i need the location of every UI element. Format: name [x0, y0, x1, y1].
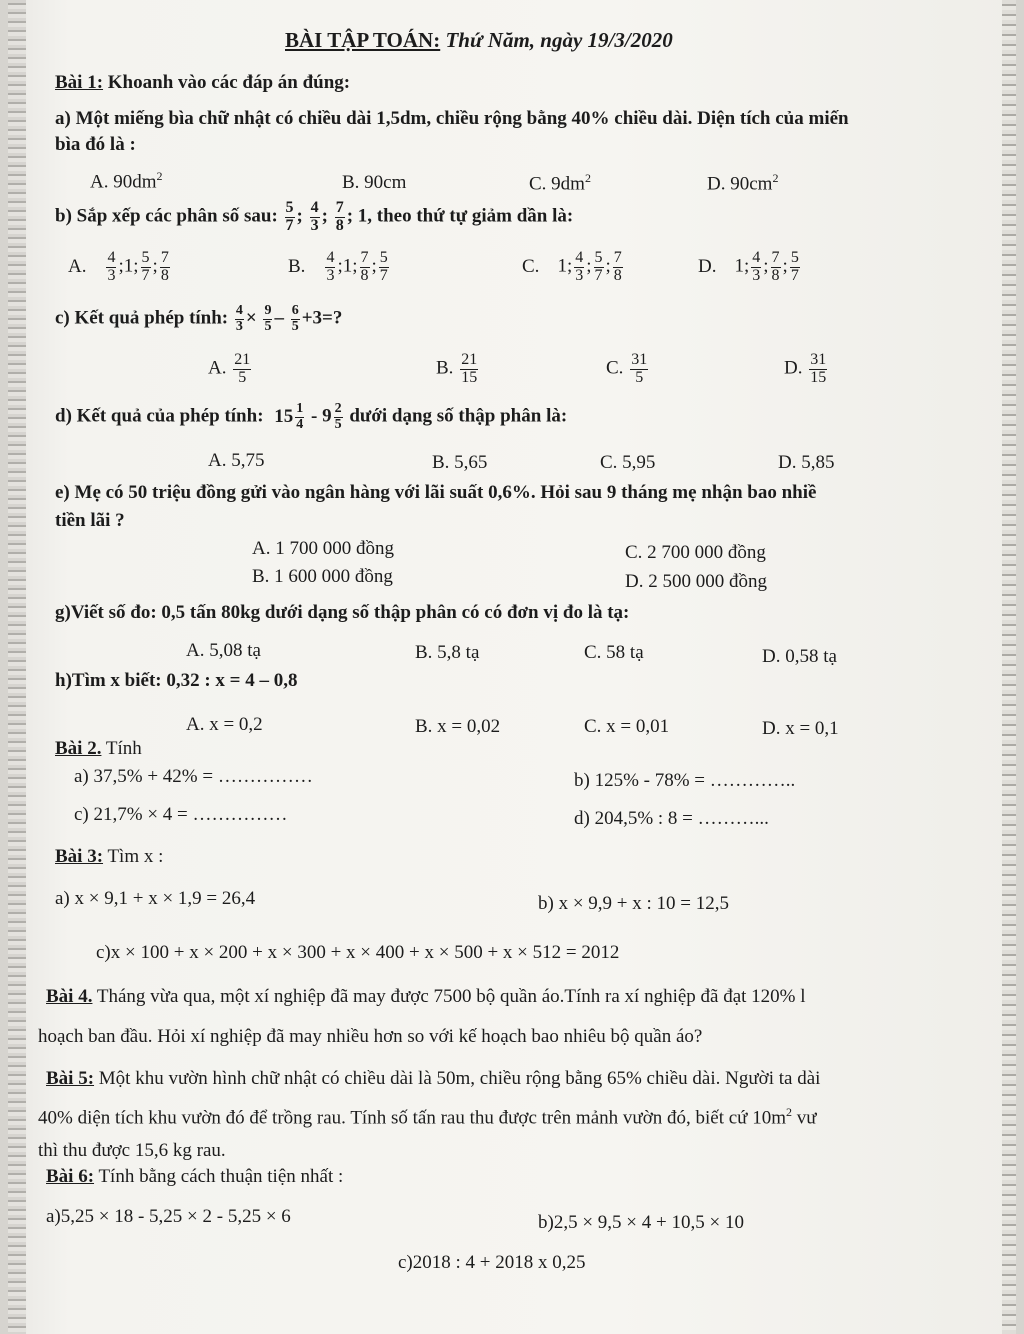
- q1h-option-d[interactable]: D. x = 0,1: [762, 718, 839, 739]
- q1b-option-a-frac-num: 4: [107, 249, 116, 266]
- q1b-option-d-frac-den: 8: [771, 266, 780, 284]
- q1h-option-a[interactable]: A. x = 0,2: [186, 714, 263, 735]
- q1d-frac-1-num: 1: [296, 401, 304, 416]
- q1a-option-d[interactable]: [707, 172, 778, 195]
- q1b-option-d-frac: [771, 250, 781, 285]
- q1b-option-b[interactable]: [288, 250, 391, 285]
- bai5-sup: 2: [786, 1105, 792, 1119]
- q1b-option-c-frac: [613, 250, 623, 285]
- q1b-sep-1: ;: [321, 205, 328, 227]
- bai6-instruction: Tính bằng cách thuận tiện nhất :: [94, 1166, 344, 1187]
- bai6-label: Bài 6:: [46, 1166, 95, 1187]
- q1b-frac-0-den: 7: [285, 216, 294, 234]
- right-binding-edge: [1002, 0, 1016, 1334]
- q1d-whole-1: 15: [274, 405, 294, 427]
- q1c-frac-3-den: 5: [291, 318, 299, 334]
- q1b-option-c-whole: 1: [557, 255, 567, 277]
- bai1-heading: [55, 72, 350, 94]
- q1c-frac-1-den: 3: [235, 318, 243, 334]
- q1b-prefix: b) Sắp xếp các phân số sau:: [55, 205, 278, 227]
- q1b-option-a-frac-num: 7: [160, 249, 169, 266]
- q1b-option-d-frac-num: 4: [752, 249, 761, 266]
- q1c-option-d-letter: D.: [784, 357, 803, 379]
- title-date: Thứ Năm, ngày 19/3/2020: [445, 28, 673, 52]
- q1b-option-a-frac: [141, 250, 151, 285]
- q6b: b)2,5 × 9,5 × 4 + 10,5 × 10: [538, 1212, 744, 1233]
- q1c-frac-1: [235, 304, 244, 334]
- q1a-option-b-text: B. 90cm: [342, 172, 407, 193]
- q3a: a) x × 9,1 + x × 1,9 = 26,4: [55, 888, 256, 909]
- q1c-option-b-frac: [460, 352, 478, 387]
- q1b-option-b-letter: B.: [288, 255, 306, 277]
- q1b-sep-0: ;: [296, 205, 303, 227]
- q1b-frac-2-num: 7: [335, 199, 344, 216]
- q1b-option-a-frac: [106, 250, 116, 285]
- q1b-option-b-frac: [325, 250, 335, 285]
- q1b-option-d-whole: 1: [734, 255, 744, 277]
- q1b-frac-1-den: 3: [310, 216, 319, 234]
- q1b-option-b-sep: ;: [337, 255, 343, 277]
- bai5-line3: thì thu được 15,6 kg rau.: [38, 1140, 226, 1161]
- q1c-frac-3: [291, 304, 300, 334]
- bai5-line1: [46, 1068, 820, 1090]
- q1b-option-a-letter: A.: [68, 255, 87, 277]
- q1e-line2: tiền lãi ?: [55, 510, 125, 531]
- q1b-option-a-sep: ;: [152, 255, 158, 277]
- q1c-option-a-frac: [233, 352, 251, 387]
- q1b-option-c-frac: [574, 250, 584, 285]
- q1d-prefix: d) Kết quả của phép tính:: [55, 405, 264, 427]
- q1g-question: g)Viết số đo: 0,5 tấn 80kg dưới dạng số thập phân có có đơn vị đo là tạ:: [55, 602, 630, 623]
- q1b-option-d-frac: [751, 250, 761, 285]
- bai1-instruction: Khoanh vào các đáp án đúng:: [107, 72, 351, 93]
- q1b-frac-0-num: 5: [285, 199, 294, 216]
- q1b-option-a-frac-num: 5: [141, 249, 150, 266]
- q6c: c)2018 : 4 + 2018 x 0,25: [398, 1252, 586, 1273]
- q1b-option-b-frac-num: 7: [360, 249, 369, 266]
- q1c-prefix: c) Kết quả phép tính:: [55, 307, 229, 329]
- q1c-option-d-frac: [809, 352, 827, 387]
- q1b-option-c-sep: ;: [566, 255, 573, 277]
- page-title: [285, 28, 673, 52]
- q3b: b) x × 9,9 + x : 10 = 12,5: [538, 893, 730, 914]
- bai1-label: Bài 1:: [55, 72, 104, 93]
- q1c-times: ×: [245, 307, 257, 329]
- q1b-option-a-sep: ;: [133, 255, 139, 277]
- q1a-line1: a) Một miếng bìa chữ nhật có chiều dài 1,5dm, chiều rộng bằng 40% chiều dài. Diện tích của miến: [55, 108, 849, 129]
- bai3-instruction: Tìm x :: [103, 846, 164, 867]
- q1b-option-b-frac-den: 3: [326, 266, 335, 284]
- q1b-question: [55, 200, 573, 235]
- q1b-option-a-frac-den: 8: [160, 266, 169, 284]
- q1d-option-a[interactable]: A. 5,75: [208, 450, 265, 471]
- q1e-option-b[interactable]: B. 1 600 000 đồng: [252, 566, 393, 587]
- q1a-option-c-text: C. 9dm: [529, 173, 585, 195]
- q1d-option-c[interactable]: C. 5,95: [600, 452, 656, 473]
- bai5-text-1: Một khu vườn hình chữ nhật có chiều dài là 50m, chiều rộng bằng 65% chiều dài. Người ta dài: [94, 1068, 821, 1089]
- q1c-option-c-den: 5: [635, 368, 644, 386]
- q1a-option-b[interactable]: [342, 172, 406, 194]
- q1d-frac-1-den: 4: [296, 416, 304, 432]
- q1c-frac-2-den: 5: [264, 318, 272, 334]
- q1c-minus: –: [274, 307, 284, 329]
- q1b-option-d-frac-num: 5: [790, 249, 799, 266]
- q1c-frac-2-num: 9: [264, 303, 272, 318]
- q1c-option-c-letter: C.: [606, 357, 624, 379]
- q1b-option-c-frac-num: 7: [613, 249, 622, 266]
- q1c-frac-1-num: 4: [235, 303, 243, 318]
- q1c-option-a-letter: A.: [208, 357, 227, 379]
- bai2-heading: [55, 738, 142, 760]
- q3c: c)x × 100 + x × 200 + x × 300 + x × 400 + x × 500 + x × 512 = 2012: [96, 942, 620, 963]
- q1b-suffix: ; 1, theo thứ tự giảm dần là:: [346, 205, 574, 227]
- q1c-suffix: +3=?: [301, 307, 343, 329]
- q1b-option-b-frac-den: 8: [360, 266, 369, 284]
- q1d-option-b[interactable]: B. 5,65: [432, 452, 488, 473]
- q2a: a) 37,5% + 42% = ……………: [74, 766, 313, 787]
- q1b-option-c-sep: ;: [586, 255, 592, 277]
- q1d-suffix: dưới dạng số thập phân là:: [349, 405, 568, 427]
- left-binding-edge: [8, 0, 26, 1334]
- bai3-heading: [55, 846, 163, 868]
- q1c-option-d-den: 15: [810, 368, 827, 386]
- q1a-option-d-text: D. 90cm: [707, 173, 773, 195]
- q1a-option-d-sup: 2: [772, 171, 779, 185]
- q1d-minus: - 9: [311, 405, 332, 427]
- q1b-frac-1: [310, 200, 320, 235]
- bai4-line2: hoạch ban đầu. Hỏi xí nghiệp đã may nhiều hơn so với kế hoạch bao nhiêu bộ quần áo?: [38, 1026, 703, 1047]
- q1g-option-a[interactable]: A. 5,08 tạ: [186, 640, 261, 661]
- q1b-frac-1-num: 4: [310, 199, 319, 216]
- q1e-option-d[interactable]: D. 2 500 000 đồng: [625, 571, 767, 592]
- q1c-frac-3-num: 6: [291, 303, 299, 318]
- q1c-option-c-frac: [630, 352, 648, 387]
- q1c-option-b[interactable]: [436, 352, 480, 387]
- bai6-heading: [46, 1166, 343, 1188]
- q1g-option-d[interactable]: D. 0,58 tạ: [762, 646, 837, 667]
- q1b-option-d-letter: D.: [698, 255, 717, 277]
- q1b-option-c-frac-den: 3: [575, 266, 584, 284]
- bai4-text-1: Tháng vừa qua, một xí nghiệp đã may được 7500 bộ quần áo.Tính ra xí nghiệp đã đạt 120% l: [92, 986, 806, 1007]
- q1b-frac-2: [335, 200, 345, 235]
- q1b-option-b-sep: ;: [371, 255, 377, 277]
- q1d-frac-2: [334, 402, 343, 432]
- q1b-option-d-frac: [790, 250, 800, 285]
- q1b-option-a[interactable]: [68, 250, 172, 285]
- q1b-option-b-sep: ;: [352, 255, 358, 277]
- q1b-option-d-frac-num: 7: [771, 249, 780, 266]
- q1h-question: h)Tìm x biết: 0,32 : x = 4 – 0,8: [55, 670, 298, 691]
- q1c-option-b-den: 15: [461, 368, 478, 386]
- q1b-option-b-frac-den: 7: [379, 266, 388, 284]
- q1b-option-b-frac-num: 4: [326, 249, 335, 266]
- q1c-frac-2: [263, 304, 272, 334]
- q1b-option-a-frac-den: 3: [107, 266, 116, 284]
- q1b-option-d-sep: ;: [763, 255, 769, 277]
- q1a-option-a[interactable]: [90, 170, 163, 193]
- q1a-option-a-text: A. 90dm: [90, 171, 157, 193]
- q6a: a)5,25 × 18 - 5,25 × 2 - 5,25 × 6: [46, 1206, 291, 1227]
- q1c-option-b-num: 21: [461, 351, 478, 368]
- bai5-label: Bài 5:: [46, 1068, 95, 1089]
- q2d: d) 204,5% : 8 = ………...: [574, 808, 769, 829]
- q1a-option-a-sup: 2: [156, 169, 163, 183]
- q1d-option-d[interactable]: D. 5,85: [778, 452, 835, 473]
- q1c-option-a[interactable]: [208, 352, 253, 387]
- q1e-option-c[interactable]: C. 2 700 000 đồng: [625, 542, 766, 563]
- q1b-option-d-sep: ;: [782, 255, 788, 277]
- q1c-option-a-num: 21: [234, 351, 251, 368]
- q1c-option-d[interactable]: [784, 352, 829, 387]
- q1e-option-a[interactable]: A. 1 700 000 đồng: [252, 538, 394, 559]
- bai5-text-2b: vư: [792, 1107, 817, 1129]
- q1b-frac-2-den: 8: [335, 216, 344, 234]
- q1b-option-c-frac-num: 5: [594, 249, 603, 266]
- q1b-option-c-frac: [594, 250, 604, 285]
- q1b-option-b-frac-num: 5: [379, 249, 388, 266]
- q1a-option-c-sup: 2: [584, 171, 591, 185]
- bai4-line1: [46, 986, 806, 1008]
- q1d-frac-2-den: 5: [334, 416, 342, 432]
- q1b-option-c[interactable]: [522, 250, 625, 285]
- q1b-frac-0: [285, 200, 295, 235]
- q1c-option-a-den: 5: [238, 368, 247, 386]
- q1e-line1: e) Mẹ có 50 triệu đồng gửi vào ngân hàng với lãi suất 0,6%. Hỏi sau 9 tháng mẹ nhận bao nhiề: [55, 482, 817, 503]
- bai2-instruction: Tính: [101, 738, 142, 759]
- q1c-option-c[interactable]: [606, 352, 650, 387]
- q1c-option-d-num: 31: [810, 351, 827, 368]
- q1b-option-a-frac-den: 7: [141, 266, 150, 284]
- q1a-option-c[interactable]: [529, 172, 591, 195]
- q1d-question: [55, 402, 567, 432]
- q1b-option-a-frac: [160, 250, 170, 285]
- q1c-option-b-letter: B.: [436, 357, 454, 379]
- q1a-line2: bìa đó là :: [55, 134, 136, 155]
- q1g-option-c[interactable]: C. 58 tạ: [584, 642, 644, 663]
- q1b-option-c-frac-num: 4: [575, 249, 584, 266]
- bai4-label: Bài 4.: [46, 986, 93, 1007]
- bai5-line2: [38, 1106, 817, 1129]
- q1b-option-c-letter: C.: [522, 255, 540, 277]
- q1d-frac-2-num: 2: [334, 401, 342, 416]
- q1b-option-c-frac-den: 7: [594, 266, 603, 284]
- q1c-question: [55, 304, 342, 334]
- q1b-option-d-frac-den: 7: [790, 266, 799, 284]
- title-label: BÀI TẬP TOÁN:: [285, 28, 441, 52]
- q2c: c) 21,7% × 4 = ……………: [74, 804, 288, 825]
- bai2-label: Bài 2.: [55, 738, 102, 759]
- q1b-option-c-sep: ;: [605, 255, 611, 277]
- q1b-option-a-whole: 1: [123, 255, 134, 277]
- q1b-option-a-sep: ;: [118, 255, 124, 277]
- q1c-option-c-num: 31: [631, 351, 648, 368]
- q1h-option-b[interactable]: B. x = 0,02: [415, 716, 501, 737]
- q1b-option-b-frac: [379, 250, 389, 285]
- q1b-option-d-frac-den: 3: [752, 266, 761, 284]
- q1b-option-c-frac-den: 8: [613, 266, 622, 284]
- q1b-option-d-sep: ;: [743, 255, 750, 277]
- bai5-text-2: 40% diện tích khu vườn đó để trồng rau. Tính số tấn rau thu được trên mảnh vườn đó, biết cứ 10m: [38, 1107, 786, 1129]
- q1h-option-c[interactable]: C. x = 0,01: [584, 716, 670, 737]
- q1b-option-d[interactable]: [698, 250, 802, 285]
- q1b-option-b-whole: 1: [342, 255, 353, 277]
- worksheet-page: [8, 0, 1016, 1334]
- q1g-option-b[interactable]: B. 5,8 tạ: [415, 642, 480, 663]
- bai3-label: Bài 3:: [55, 846, 104, 867]
- q1d-frac-1: [295, 402, 304, 432]
- q1b-option-b-frac: [360, 250, 370, 285]
- q2b: b) 125% - 78% = …………..: [574, 770, 796, 791]
